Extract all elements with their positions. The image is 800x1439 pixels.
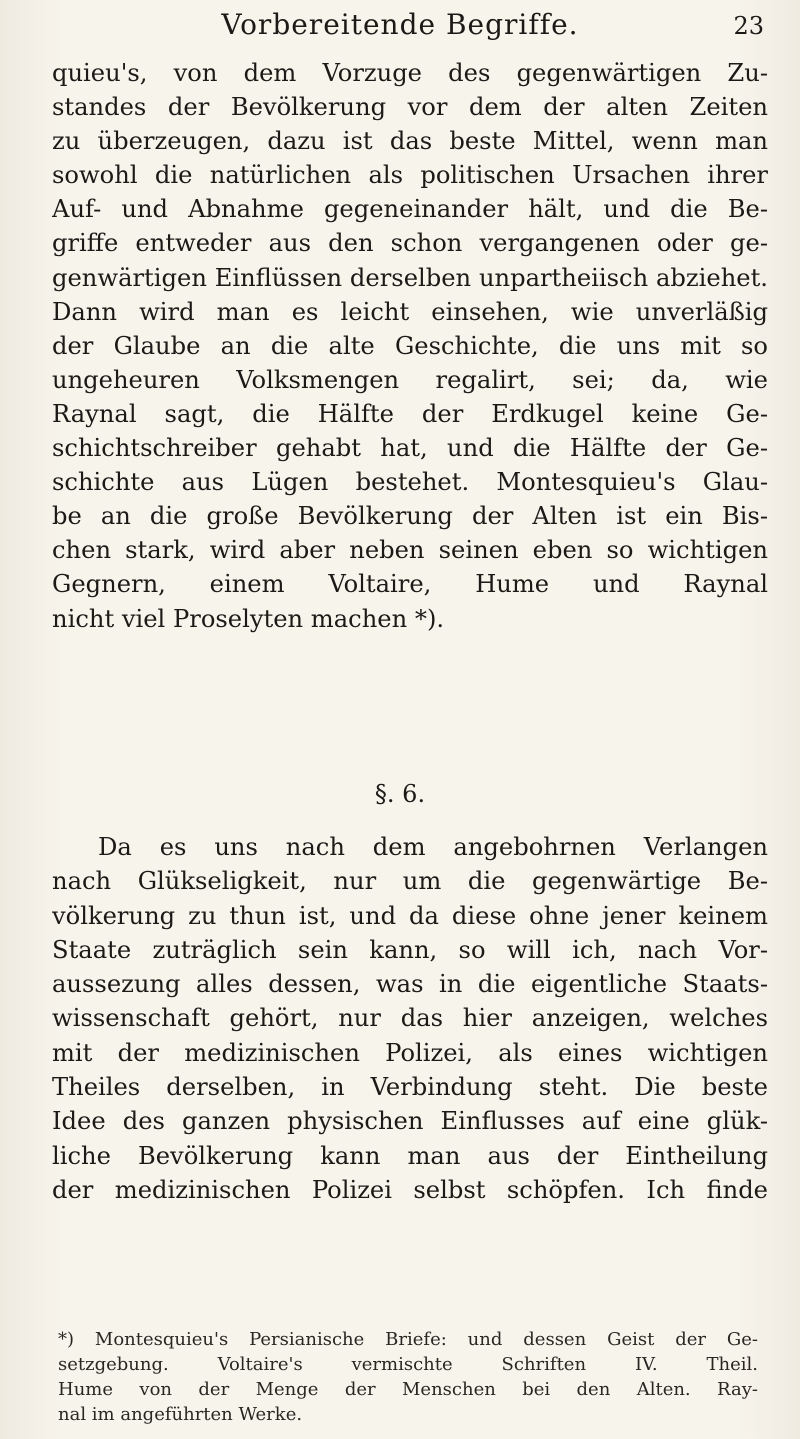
section-heading: §. 6. xyxy=(374,780,426,808)
footnote xyxy=(58,1327,758,1427)
text-line: der medizinischen Polizei selbst schöpfen. Ich finde xyxy=(52,1175,768,1204)
text-line: Staate zuträglich sein kann, so will ich, nach Vor- xyxy=(52,935,768,964)
text-line: liche Bevölkerung kann man aus der Eintheilung xyxy=(52,1141,768,1170)
text-line: mit der medizinischen Polizei, als eines wichtigen xyxy=(52,1038,768,1067)
text-line: schichte aus Lügen bestehet. Montesquieu's Glau- xyxy=(52,468,768,497)
text-line: der Glaube an die alte Geschichte, die uns mit so xyxy=(52,331,768,360)
text-line: griffe entweder aus den schon vergangenen oder ge- xyxy=(52,229,768,258)
text-line: völkerung zu thun ist, und da diese ohne jener keinem xyxy=(52,901,768,930)
text-line: ungeheuren Volksmengen regalirt, sei; da, wie xyxy=(52,365,768,394)
text-line: genwärtigen Einflüssen derselben unpartheiisch abziehet. xyxy=(52,263,768,292)
text-line: be an die große Bevölkerung der Alten ist ein Bis- xyxy=(52,502,768,531)
text-line: Gegnern, einem Voltaire, Hume und Raynal xyxy=(52,570,768,599)
text-line: aussezung alles dessen, was in die eigentliche Staats- xyxy=(52,970,768,999)
text-line: Idee des ganzen physischen Einflusses auf eine glük- xyxy=(52,1107,768,1136)
text-line: Theiles derselben, in Verbindung steht. Die beste xyxy=(52,1073,768,1102)
text-line: standes der Bevölkerung vor dem der alten Zeiten xyxy=(52,93,768,122)
running-head xyxy=(0,4,800,50)
page-number: 23 xyxy=(733,12,764,40)
footnote-line: *) Montesquieu's Persianische Briefe: und dessen Geist der Ge- xyxy=(58,1329,758,1350)
footnote-line: nal im angeführten Werke. xyxy=(58,1404,303,1425)
text-line: Da es uns nach dem angebohrnen Verlangen xyxy=(98,833,768,861)
text-line: quieu's, von dem Vorzuge des gegenwärtigen Zu- xyxy=(52,59,768,87)
footnote-line: Hume von der Menge der Menschen bei den Alten. Ray- xyxy=(58,1379,758,1400)
text-line: sowohl die natürlichen als politischen Ursachen ihrer xyxy=(52,161,768,190)
text-line: chen stark, wird aber neben seinen eben so wichtigen xyxy=(52,536,768,565)
paragraph-continued xyxy=(52,56,768,636)
text-line: nach Glükseligkeit, nur um die gegenwärtige Be- xyxy=(52,867,768,896)
text-line: Raynal sagt, die Hälfte der Erdkugel keine Ge- xyxy=(52,399,768,428)
section-paragraph xyxy=(52,830,768,1207)
running-title: Vorbereitende Begriffe. xyxy=(221,8,579,41)
footnote-line: setzgebung. Voltaire's vermischte Schriften IV. Theil. xyxy=(58,1354,758,1375)
text-line: Auf- und Abnahme gegeneinander hält, und die Be- xyxy=(52,195,768,224)
text-line: Dann wird man es leicht einsehen, wie unverläßig xyxy=(52,297,768,326)
text-line: wissenschaft gehört, nur das hier anzeigen, welches xyxy=(52,1004,768,1033)
text-line: schichtschreiber gehabt hat, und die Hälfte der Ge- xyxy=(52,434,768,463)
text-line: nicht viel Proselyten machen *). xyxy=(52,604,445,633)
text-line: zu überzeugen, dazu ist das beste Mittel, wenn man xyxy=(52,127,768,156)
